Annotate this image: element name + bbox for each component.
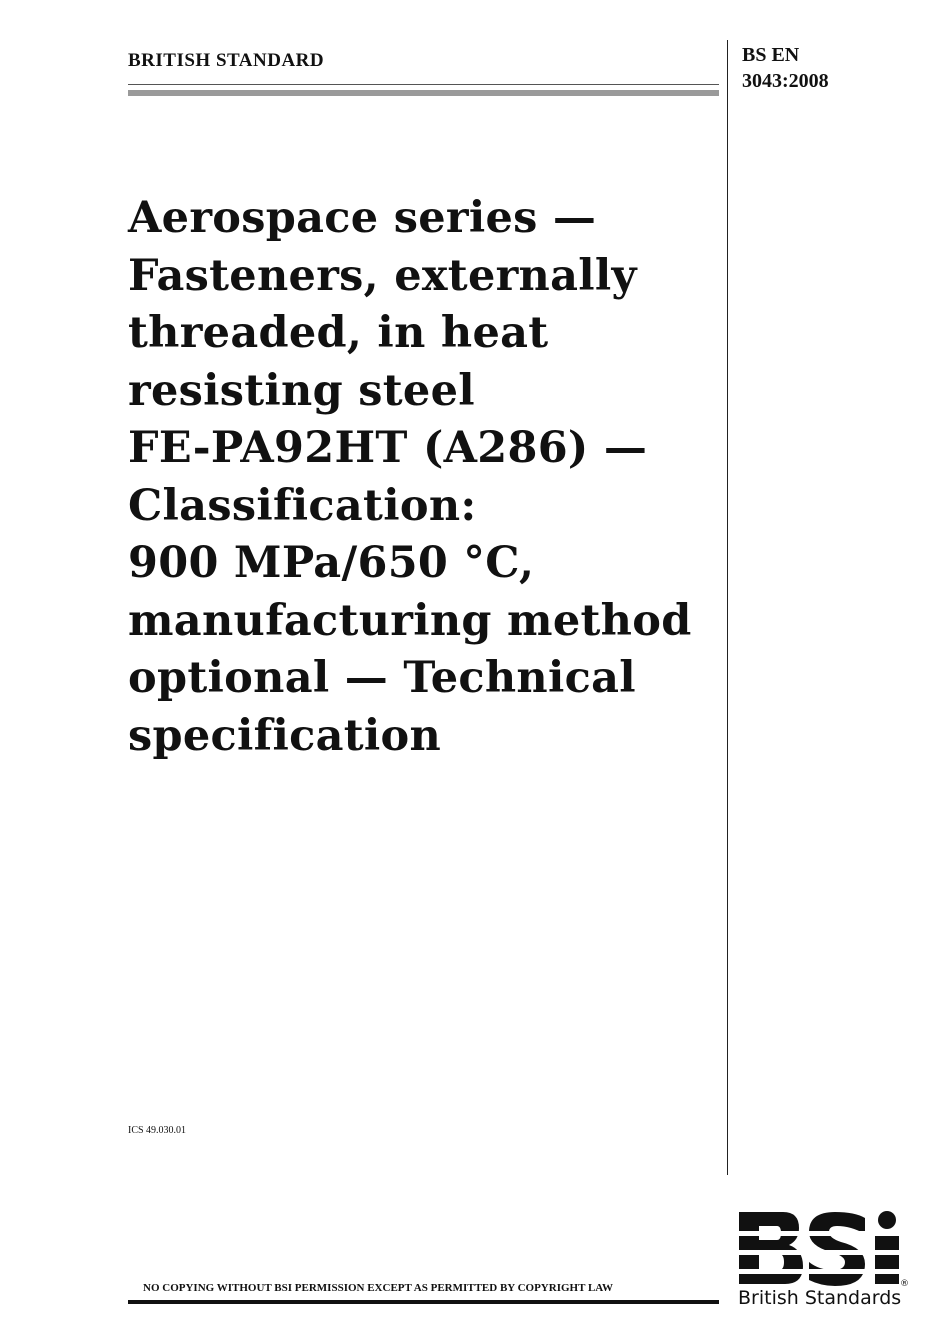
- title-line: Classification:: [128, 480, 477, 531]
- title-line: resisting steel: [128, 365, 475, 416]
- header-label: BRITISH STANDARD: [128, 50, 325, 71]
- title-line: manufacturing method: [128, 595, 692, 646]
- standard-number: [742, 42, 829, 94]
- footer-rule: [128, 1300, 719, 1304]
- standard-number-line-1: BS EN: [742, 44, 800, 66]
- title-line: 900 MPa/650 °C,: [128, 538, 535, 588]
- copyright-notice: NO COPYING WITHOUT BSI PERMISSION EXCEPT AS PERMITTED BY COPYRIGHT LAW: [143, 1282, 614, 1294]
- bsi-logo-svg: [737, 1210, 907, 1290]
- standard-number-line-2: 3043:2008: [742, 70, 829, 92]
- document-title: [128, 190, 718, 765]
- title-line: optional — Technical: [128, 653, 636, 703]
- title-line: Aerospace series —: [128, 193, 597, 243]
- header-thin-rule: [128, 84, 719, 85]
- logo-caption: British Standards: [738, 1287, 902, 1309]
- ics-code: ICS 49.030.01: [128, 1125, 187, 1136]
- title-line: specification: [128, 710, 442, 761]
- title-line: FE-PA92HT (A286) —: [128, 423, 648, 473]
- header-gray-rule: [128, 90, 719, 96]
- registered-mark: ®: [900, 1279, 909, 1289]
- title-line: Fasteners, externally: [128, 250, 637, 301]
- vertical-rule: [727, 40, 728, 1175]
- title-line: threaded, in heat: [128, 308, 549, 358]
